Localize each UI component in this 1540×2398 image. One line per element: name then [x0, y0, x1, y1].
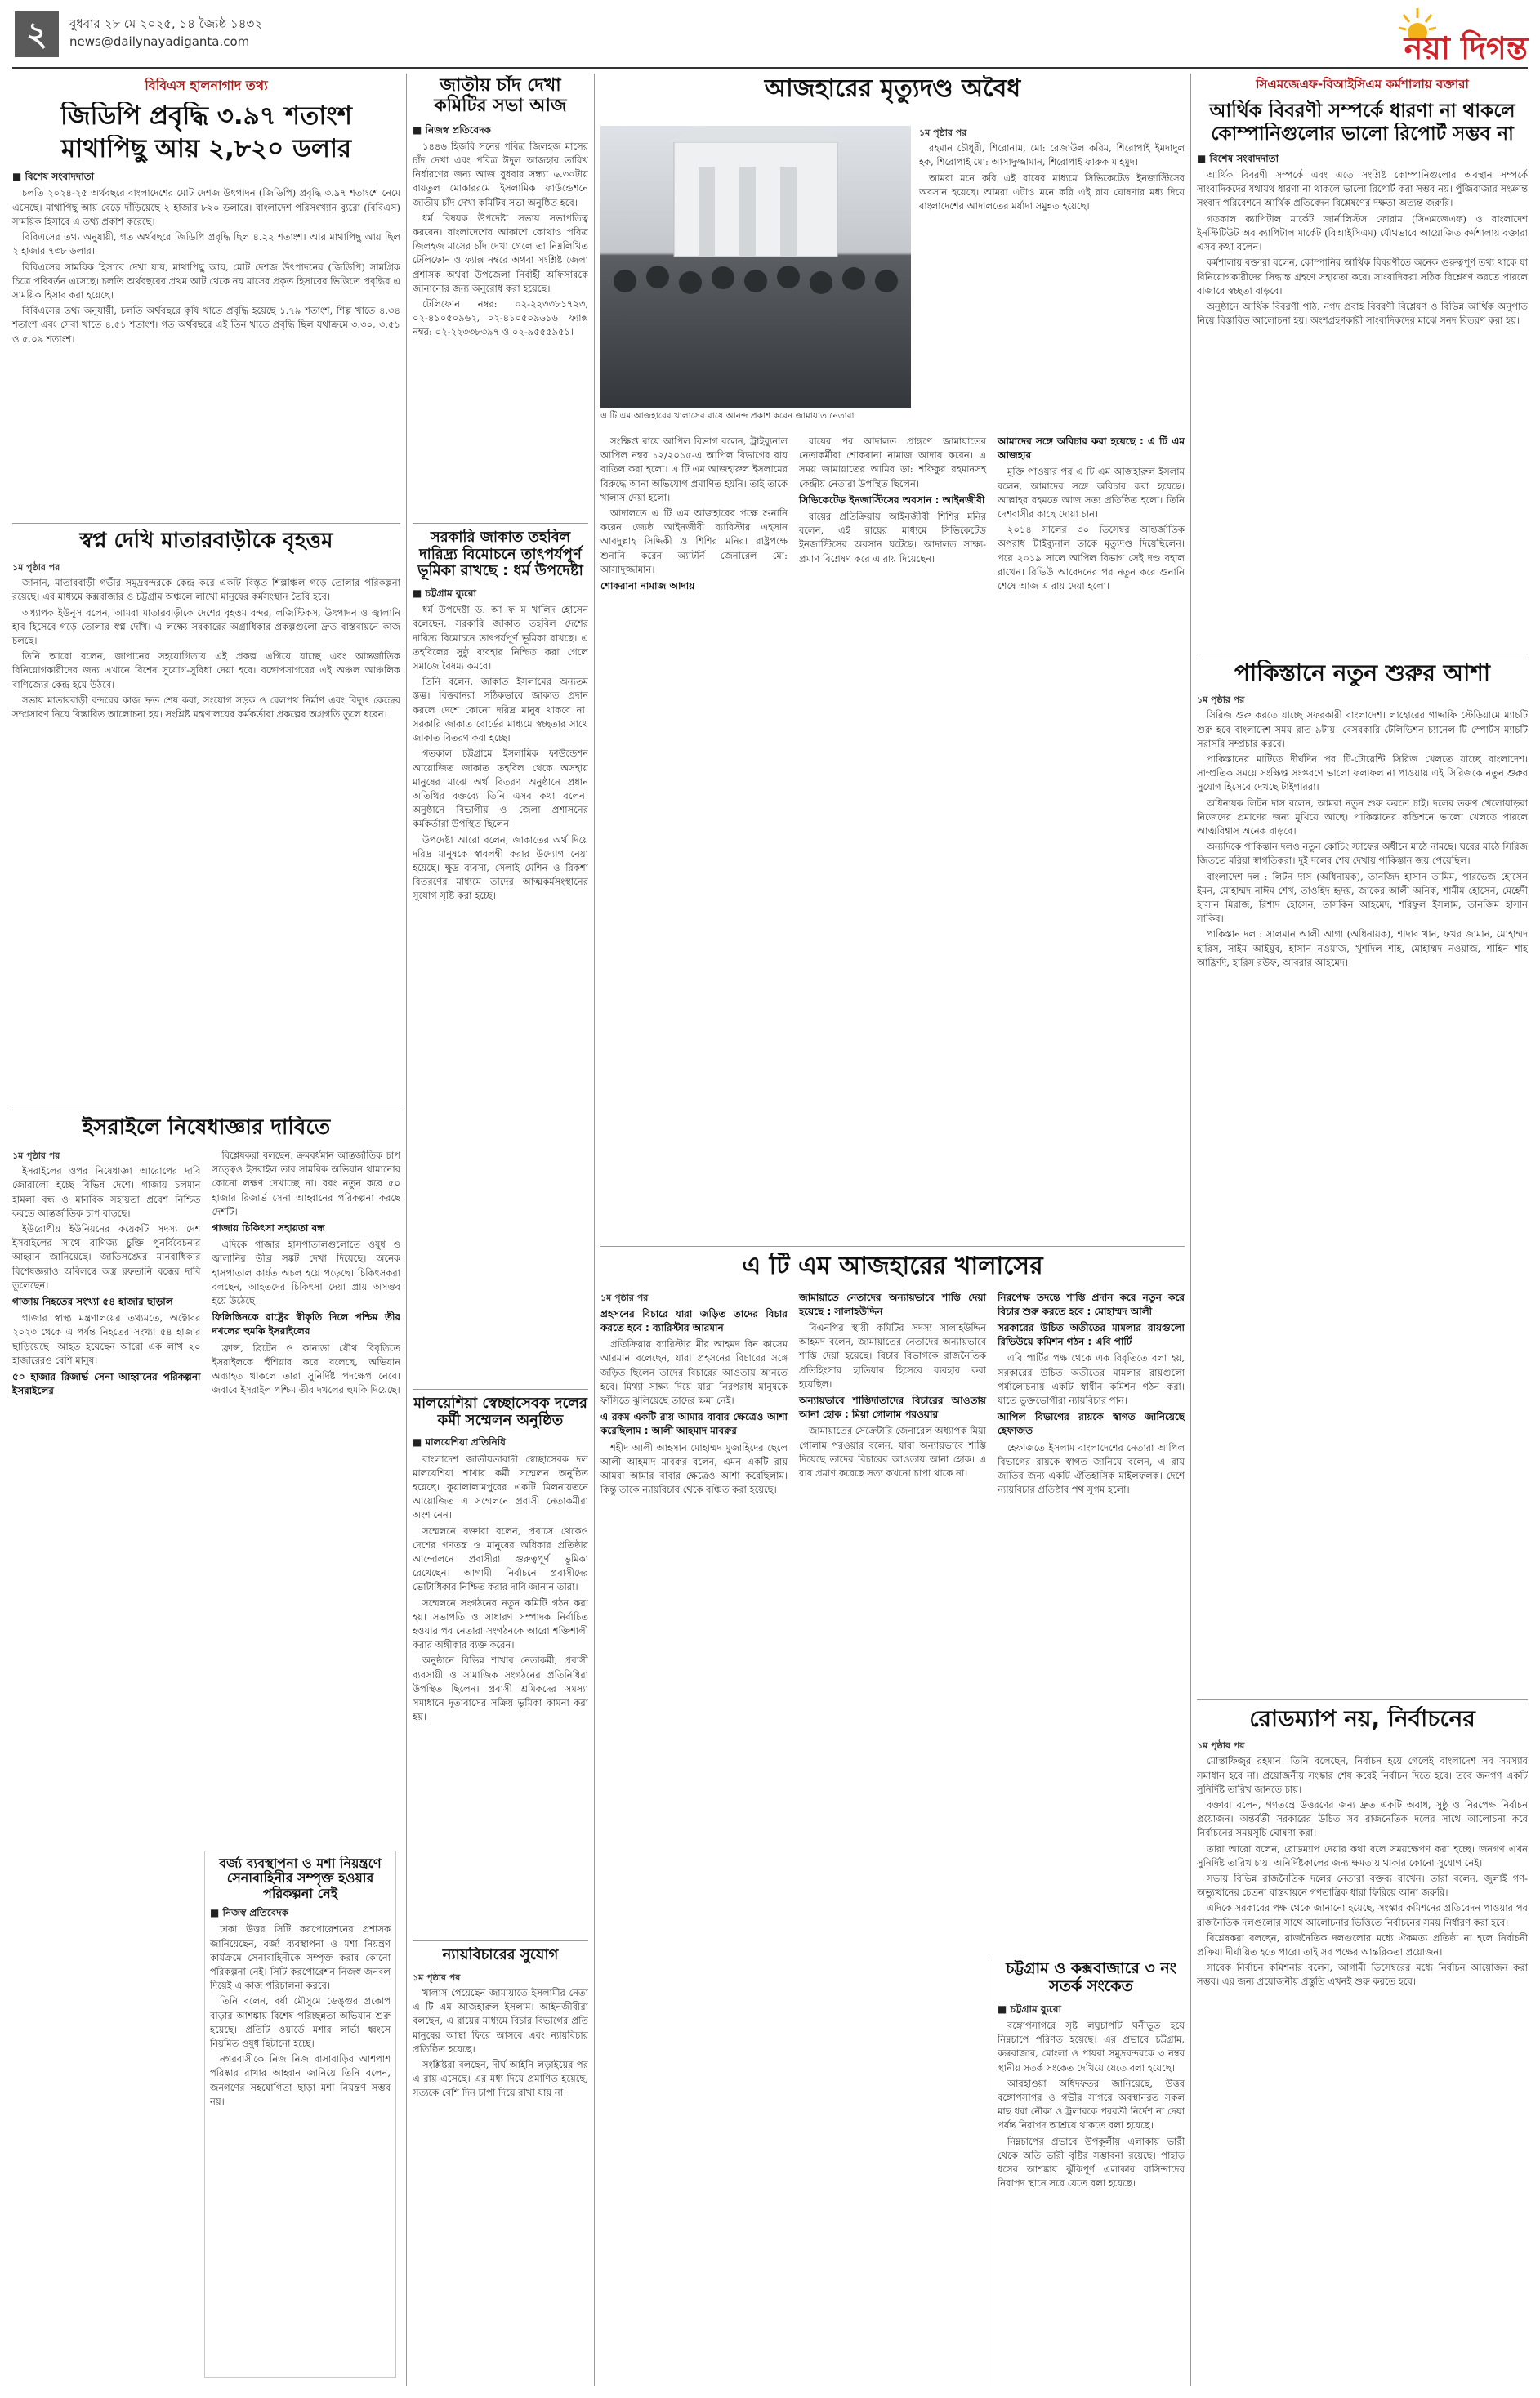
paragraph: সিরিজ শুরু করতে যাচ্ছে সফরকারী বাংলাদেশ। লাহোরের গাদ্দাফি স্টেডিয়ামে ম্যাচটি শুরু হবে বাংলাদেশ সময় রাত ৯টায়। বেসরকারি টেলিভিশন চ্যানেল টি স্পোর্টস ম্যাচটি সরাসরি সম্প্রচার করবে।	[1197, 709, 1528, 749]
dateline: বুধবার ২৮ মে ২০২৫, ১৪ জ্যৈষ্ঠ ১৪৩২	[69, 16, 263, 31]
paragraph: নিম্নচাপের প্রভাবে উপকূলীয় এলাকায় ভারী থেকে অতি ভারী বৃষ্টির সম্ভাবনা রয়েছে। পাহাড় ধসের আশঙ্কায় ঝুঁকিপূর্ণ এলাকার বাসিন্দাদের নিরাপদ স্থানে সরে যেতে বলা হয়েছে।	[998, 2135, 1185, 2190]
paragraph: সাবেক নির্বাচন কমিশনার বলেন, আগামী ডিসেম্বরের মধ্যে নির্বাচন আয়োজন করা সম্ভব। এর জন্য প্রয়োজনীয় প্রস্তুতি এখনই শুরু করতে হবে।	[1197, 1962, 1528, 1988]
continued-label: ১ম পৃষ্ঠার পর	[12, 1150, 60, 1161]
page-number-box	[15, 11, 59, 57]
paragraph: অধ্যাপক ইউনূস বলেন, আমরা মাতারবাড়ীকে দেশের বৃহত্তম বন্দর, লজিস্টিকস, উৎপাদন ও জ্বালানি হাব হিসেবে গড়ে তোলার স্বপ্ন দেখি। এ লক্ষ্যে সরকারের অগ্রাধিকার প্রকল্পগুলো দ্রুত বাস্তবায়নে কাজ চলছে।	[12, 606, 400, 646]
divider	[600, 1246, 1185, 1247]
paragraph: গতকাল চট্টগ্রামে ইসলামিক ফাউন্ডেশন আয়োজিত জাকাত তহবিল থেকে অসহায় মানুষের মাঝে অর্থ বিতরণ অনুষ্ঠানে প্রধান অতিথির বক্তব্যে তিনি এসব কথা বলেন। অনুষ্ঠানে বিভাগীয় ও জেলা প্রশাসনের কর্মকর্তারা উপস্থিত ছিলেন।	[413, 748, 588, 830]
news-photo	[600, 126, 911, 408]
paragraph: হেফাজতে ইসলাম বাংলাদেশের নেতারা আপিল বিভাগের রায়কে স্বাগত জানিয়ে বলেন, এ রায় জাতির জন্য একটি ঐতিহাসিক মাইলফলক। দেশে ন্যায়বিচার প্রতিষ্ঠার পথ সুগম হলো।	[998, 1441, 1185, 1496]
paragraph: আমরা মনে করি এই রায়ের মাধ্যমে সিভিকেটেড ইনজাস্টিসের অবসান হয়েছে। আমরা এটাও মনে করি এই রায় ঘোষণার মধ্য দিয়ে বাংলাদেশের আদালতের মর্যাদা সমুন্নত হয়েছে।	[919, 172, 1185, 212]
column-divider	[594, 74, 595, 2386]
paragraph: ঢাকা উত্তর সিটি করপোরেশনের প্রশাসক জানিয়েছেন, বর্জ্য ব্যবস্থাপনা ও মশা নিয়ন্ত্রণ কার্যক্রমে সেনাবাহিনীকে সম্পৃক্ত করার কোনো পরিকল্পনা নেই। সিটি করপোরেশন নিজস্ব জনবল দিয়েই এ কাজ পরিচালনা করবে।	[210, 1923, 391, 1992]
paragraph: অনুষ্ঠানে আর্থিক বিবরণী পাঠ, নগদ প্রবাহ বিবরণী বিশ্লেষণ ও বিভিন্ন আর্থিক অনুপাত নিয়ে বিস্তারিত আলোচনা হয়। অংশগ্রহণকারী সাংবাদিকদের মাঝে সনদ বিতরণ করা হয়।	[1197, 300, 1528, 327]
paragraph: আর্থিক বিবরণী সম্পর্কে এবং এতে সংশ্লিষ্ট কোম্পানিগুলোর অবস্থান সম্পর্কে সাংবাদিকদের যথাযথ ধারণা না থাকলে ভালো রিপোর্ট করা সম্ভব নয়। পুঁজিবাজার সংক্রান্ত সংবাদ পরিবেশনে আর্থিক প্রতিবেদন বিশ্লেষণের দক্ষতা অত্যন্ত জরুরি।	[1197, 169, 1528, 209]
subheading: ফিলিস্তিনকে রাষ্ট্রের স্বীকৃতি দিলে পশ্চিম তীর দখলের হুমকি ইসরাইলের	[212, 1311, 400, 1337]
article-body	[413, 123, 588, 491]
article-body	[1197, 152, 1528, 634]
paragraph: ধর্ম বিষয়ক উপদেষ্টা সভায় সভাপতিত্ব করবেন। বাংলাদেশের আকাশে কোথাও পবিত্র জিলহজ মাসের চাঁদ দেখা গেলে তা নিম্নলিখিত টেলিফোন ও ফ্যাক্স নম্বরে অথবা সংশ্লিষ্ট জেলা প্রশাসক অথবা উপজেলা নির্বাহী অফিসারকে জানানোর জন্য অনুরোধ করা হয়েছে।	[413, 212, 588, 294]
subheading: ৫০ হাজার রিজার্ভ সেনা আহ্বানের পরিকল্পনা ইসরাইলের	[12, 1370, 201, 1397]
continued-label: ১ম পৃষ্ঠার পর	[1197, 1740, 1245, 1752]
paragraph: তিনি আরো বলেন, জাপানের সহযোগিতায় এই প্রকল্প এগিয়ে যাচ্ছে এবং আন্তর্জাতিক বিনিয়োগকারীদের জন্য এখানে বিশেষ সুযোগ-সুবিধা দেয়া হবে। বঙ্গোপসাগরের এই অঞ্চল আঞ্চলিক বাণিজ্যের কেন্দ্র হয়ে উঠবে।	[12, 650, 400, 690]
byline: ■ বিশেষ সংবাদদাতা	[12, 171, 95, 183]
article-justice	[413, 1947, 588, 2384]
paragraph: আবহাওয়া অধিদফতর জানিয়েছে, উত্তর বঙ্গোপসাগর ও গভীর সাগরে অবস্থানরত সকল মাছ ধরা নৌকা ও ট্রলারকে পরবর্তী নির্দেশ না দেয়া পর্যন্ত নিরাপদ আশ্রয়ে থাকতে বলা হয়েছে।	[998, 2077, 1185, 2132]
subheading: আপিল বিভাগের রায়কে স্বাগত জানিয়েছে হেফাজত	[998, 1411, 1185, 1437]
paragraph: আদালতে এ টি এম আজহারের পক্ষে শুনানি করেন জ্যেষ্ঠ আইনজীবী ব্যারিস্টার এহসান আবদুল্লাহ সিদ্দিকী ও শিশির মনির। রাষ্ট্রপক্ষে শুনানি করেন অ্যাটর্নি জেনারেল মো: আসাদুজ্জামান।	[600, 507, 788, 575]
paragraph: বাংলাদেশ দল : লিটন দাস (অধিনায়ক), তানজিদ হাসান তামিম, পারভেজ হোসেন ইমন, মোহাম্মদ নাঈম শেখ, তাওহিদ হৃদয়, জাকের আলী অনিক, শামীম হোসেন, মেহেদী হাসান মিরাজ, রিশাদ হোসেন, তাসকিন আহমেদ, শরিফুল ইসলাম, তানজিম হাসান সাকিব।	[1197, 870, 1528, 925]
subheading: আমাদের সঙ্গে অবিচার করা হয়েছে : এ টি এম আজহার	[998, 435, 1185, 462]
article-headline-line2: কোম্পানিগুলোর ভালো রিপোর্ট সম্ভব না	[1211, 123, 1514, 145]
article-zakat	[413, 529, 588, 1346]
paragraph: ধর্ম উপদেষ্টা ড. আ ফ ম খালিদ হোসেন বলেছেন, সরকারি জাকাত তহবিল দেশের দারিদ্র্য বিমোচনে তাৎপর্যপূর্ণ ভূমিকা রাখছে। এ তহবিলের সুষ্ঠু ব্যবহার নিশ্চিত করা গেলে সমাজে বৈষম্য কমবে।	[413, 604, 588, 672]
email: news@dailynayadiganta.com	[69, 34, 250, 49]
paragraph: তিনি বলেন, বর্ষা মৌসুমে ডেঙ্গুর প্রকোপ বাড়ার আশঙ্কায় বিশেষ পরিচ্ছন্নতা অভিযান শুরু হয়েছে। প্রতিটি ওয়ার্ডে মশার লার্ভা ধ্বংসে নিয়মিত ওষুধ ছিটানো হচ্ছে।	[210, 1995, 391, 2049]
paragraph: শহীদ আলী আহসান মোহাম্মদ মুজাহিদের ছেলে আলী আহমাদ মাবরুর বলেন, এমন একটি রায় আমরা আমার বাবার ক্ষেত্রেও আশা করেছিলাম। কিন্তু তাকে ন্যায়বিচার থেকে বঞ্চিত করা হয়েছে।	[600, 1441, 788, 1496]
paragraph: খালাস পেয়েছেন জামায়াতে ইসলামীর নেতা এ টি এম আজহারুল ইসলাম। আইনজীবীরা বলছেন, এ রায়ের মাধ্যমে বিচার বিভাগের প্রতি মানুষের আস্থা ফিরে আসবে এবং ন্যায়বিচার প্রতিষ্ঠিত হয়েছে।	[413, 1986, 588, 2055]
crowd-photo-icon	[600, 126, 911, 408]
article-body	[12, 170, 400, 497]
paragraph: বঙ্গোপসাগরে সৃষ্ট লঘুচাপটি ঘনীভূত হয়ে নিম্নচাপে পরিণত হয়েছে। এর প্রভাবে চট্টগ্রাম, কক্সবাজার, মোংলা ও পায়রা সমুদ্রবন্দরকে ৩ নম্বর স্থানীয় সতর্ক সংকেত দেখিয়ে যেতে বলা হয়েছে।	[998, 2019, 1185, 2074]
subheading: শোকরানা নামাজ আদায়	[600, 580, 695, 592]
paragraph: বক্তারা বলেন, গণতন্ত্রে উত্তরণের জন্য দ্রুত একটি অবাধ, সুষ্ঠু ও নিরপেক্ষ নির্বাচন প্রয়োজন। অন্তর্বর্তী সরকারের উচিত সব রাজনৈতিক দলের সাথে আলোচনা করে নির্বাচনের সময়সূচি ঘোষণা করা।	[1197, 1799, 1528, 1839]
paragraph: ফ্রান্স, ব্রিটেন ও কানাডা যৌথ বিবৃতিতে ইসরাইলকে হুঁশিয়ার করে বলেছে, অভিযান অব্যাহত থাকলে তারা সুনির্দিষ্ট পদক্ষেপ নেবে। জবাবে ইসরাইল পশ্চিম তীর দখলের হুমকি দিয়েছে।	[212, 1342, 400, 1396]
paragraph: ইসরাইলের ওপর নিষেধাজ্ঞা আরোপের দাবি জোরালো হচ্ছে বিভিন্ন দেশে। গাজায় চলমান হামলা বন্ধ ও মানবিক সহায়তা প্রবেশ নিশ্চিত করতে আন্তর্জাতিক চাপ বাড়ছে।	[12, 1165, 201, 1219]
article-body	[1197, 1739, 1528, 2368]
page-number: ২	[25, 16, 47, 53]
paragraph: মুক্তি পাওয়ার পর এ টি এম আজহারুল ইসলাম বলেন, আমাদের সঙ্গে অবিচার করা হয়েছে। আল্লাহর রহমতে আজ সত্য প্রতিষ্ঠিত হলো। তিনি দেশবাসীর কাছে দোয়া চান।	[998, 466, 1185, 520]
article-headline: ইসরাইলে নিষেধাজ্ঞার দাবিতে	[82, 1116, 331, 1140]
column-divider	[1190, 74, 1191, 2386]
article-intro	[919, 126, 1185, 408]
paragraph: টেলিফোন নম্বর: ০২-২২৩৩৮১৭২৩, ০২-৪১০৫০৯৬২, ০২-৪১০৫০৯৬১৬। ফ্যাক্স নম্বর: ০২-২২৩৩৮৩৯৭ ও ০২-৯৫৫৫৯৫১।	[413, 298, 588, 338]
paragraph: ১৪৪৬ হিজরি সনের পবিত্র জিলহজ মাসের চাঁদ দেখা এবং পবিত্র ঈদুল আজহার তারিখ নির্ধারণের জন্য আজ বুধবার সন্ধ্যা ৬.৩০টায় বায়তুল মোকাররমে ইসলামিক ফাউন্ডেশনে জাতীয় চাঁদ দেখা কমিটির সভা অনুষ্ঠিত হবে।	[413, 140, 588, 208]
article-ctg-signal	[989, 1957, 1185, 2386]
logo-text: নয়া দিগন্ত	[1404, 30, 1528, 66]
paragraph: এদিকে গাজার হাসপাতালগুলোতে ওষুধ ও জ্বালানির তীব্র সঙ্কট দেখা দিয়েছে। অনেক হাসপাতাল কার্যত অচল হয়ে পড়েছে। চিকিৎসকরা বলছেন, আহতদের চিকিৎসা দেয়া প্রায় অসম্ভব হয়ে উঠেছে।	[212, 1239, 400, 1306]
article-body	[998, 2003, 1185, 2346]
paragraph: সভায় মাতারবাড়ী বন্দরের কাজ দ্রুত শেষ করা, সংযোগ সড়ক ও রেলপথ নির্মাণ এবং বিদ্যুৎ কেন্দ্রের সম্প্রসারণ নিয়ে বিস্তারিত আলোচনা হয়। সংশ্লিষ্ট মন্ত্রণালয়ের কর্মকর্তারা প্রকল্পের অগ্রগতি তুলে ধরেন।	[12, 694, 400, 720]
newspaper-logo	[1315, 7, 1528, 64]
article-body	[413, 1971, 588, 2363]
subheading: গাজায় নিহতের সংখ্যা ৫৪ হাজার ছাড়াল	[12, 1295, 173, 1307]
continued-label: ১ম পৃষ্ঠার পর	[919, 127, 967, 138]
article-body	[12, 560, 400, 1083]
paragraph: বিশ্লেষকরা বলছেন, ক্রমবর্ধমান আন্তর্জাতিক চাপ সত্ত্বেও ইসরাইল তার সামরিক অভিযান থামানোর কোনো লক্ষণ দেখাচ্ছে না। বরং নতুন করে ৫০ হাজার রিজার্ভ সেনা আহ্বানের পরিকল্পনা করছে দেশটি।	[212, 1149, 400, 1217]
paragraph: অধিনায়ক লিটন দাস বলেন, আমরা নতুন শুরু করতে চাই। দলের তরুণ খেলোয়াড়রা নিজেদের প্রমাণের জন্য মুখিয়ে আছে। পাকিস্তানের কন্ডিশনে ভালো খেলতে পারলে আত্মবিশ্বাস অনেক বাড়বে।	[1197, 797, 1528, 837]
article-pakistan	[1197, 660, 1528, 1694]
article-headline: ন্যায়বিচারের সুযোগ	[442, 1947, 559, 1963]
article-gdp	[12, 75, 400, 515]
article-headline: পাকিস্তানে নতুন শুরুর আশা	[1234, 660, 1490, 686]
header-divider	[12, 67, 1528, 69]
article-headline: জাতীয় চাঁদ দেখা কমিটির সভা আজ	[434, 75, 567, 117]
subheading: জামায়াতে নেতাদের অন্যায়ভাবে শাস্তি দেয়া হয়েছে : সালাহউদ্দিন	[799, 1291, 986, 1317]
article-headline: এ টি এম আজহারের খালাসের	[742, 1253, 1043, 1280]
paragraph: পাকিস্তানের মাটিতে দীর্ঘদিন পর টি-টোয়েন্টি সিরিজ খেলতে যাচ্ছে বাংলাদেশ। সাম্প্রতিক সময়ে সংক্ষিপ্ত সংস্করণে ভালো ফলাফল না পাওয়ায় এই সিরিজকে নতুন শুরুর সুযোগ হিসেবে দেখছে টাইগাররা।	[1197, 753, 1528, 793]
article-body	[1197, 693, 1528, 1673]
paragraph: প্রতিক্রিয়ায় ব্যারিস্টার মীর আহমদ বিন কাসেম আরমান বলেছেন, যারা প্রহসনের বিচারের সঙ্গে জড়িত ছিলেন তাদের বিচারের আওতায় আনতে হবে। মিথ্যা সাক্ষ্য দিয়ে যারা নিরপরাধ মানুষকে ফাঁসিতে ঝুলিয়েছে তাদের ক্ষমা নেই।	[600, 1338, 788, 1406]
paragraph: সম্মেলনে বক্তারা বলেন, প্রবাসে থেকেও দেশের গণতন্ত্র ও মানুষের অধিকার প্রতিষ্ঠার আন্দোলনে প্রবাসীরা গুরুত্বপূর্ণ ভূমিকা রেখেছেন। আগামী নির্বাচনে প্রবাসীদের ভোটাধিকার নিশ্চিত করার দাবি জানান তারা।	[413, 1525, 588, 1593]
paragraph: বিবিএসের তথ্য অনুযায়ী, চলতি অর্থবছরে কৃষি খাতে প্রবৃদ্ধি হয়েছে ১.৭৯ শতাংশ, শিল্প খাতে ৪.৩৪ শতাংশ এবং সেবা খাতে ৪.৫১ শতাংশ। গত অর্থবছরে এই তিন খাতে প্রবৃদ্ধি ছিল যথাক্রমে ৩.৩০, ৩.৫১ ও ৫.০৯ শতাংশ।	[12, 305, 400, 345]
subheading: প্রহসনের বিচারে যারা জড়িত তাদের বিচার করতে হবে : ব্যারিস্টার আরমান	[600, 1307, 788, 1333]
article-moon-sighting	[413, 75, 588, 516]
paragraph: এবি পার্টির পক্ষ থেকে এক বিবৃতিতে বলা হয়, সরকারের উচিত অতীতের মামলার রায়গুলো পর্যালোচনায় একটি স্বাধীন কমিশন গঠন করা। যাতে ভুক্তভোগীরা ন্যায়বিচার পান।	[998, 1352, 1185, 1406]
paragraph: সংক্ষিপ্ত রায়ে আপিল বিভাগ বলেন, ট্রাইব্যুনাল আপিল নম্বর ১২/২০১৫-এ আপিল বিভাগের রায় বাতিল করা হলো। এ টি এম আজহারুল ইসলামের বিরুদ্ধে আনা অভিযোগ প্রমাণিত হয়নি। তাই তাকে খালাস দেয়া হলো।	[600, 435, 788, 503]
paragraph: রহমান চৌধুরী, শিরোনাম, মো: রেজাউল করিম, শিরোপাই ইমদাদুল হক, শিরোপাই মো: আসাদুজ্জামান, শিরোপাই ফারুক মাহমুদ।	[919, 142, 1185, 168]
article-headline: জিডিপি প্রবৃদ্ধি ৩.৯৭ শতাংশ	[60, 102, 353, 131]
paragraph: সম্মেলনে সংগঠনের নতুন কমিটি গঠন করা হয়। সভাপতি ও সাধারণ সম্পাদক নির্বাচিত হওয়ার পর নেতারা সংগঠনকে আরো শক্তিশালী করার অঙ্গীকার ব্যক্ত করেন।	[413, 1596, 588, 1651]
article-body	[413, 587, 588, 1306]
paragraph: ২০১৪ সালের ৩০ ডিসেম্বর আন্তর্জাতিক অপরাধ ট্রাইব্যুনাল তাকে মৃত্যুদণ্ড দিয়েছিলেন। পরে ২০১৯ সালে আপিল বিভাগ সেই দণ্ড বহাল রাখেন। রিভিউ আবেদনের পর নতুন করে শুনানি শেষে আজ এ রায় দেয়া হলো।	[998, 524, 1185, 592]
paragraph: ইউরোপীয় ইউনিয়নের কয়েকটি সদস্য দেশ ইসরাইলের সাথে বাণিজ্য চুক্তি পুনর্বিবেচনার আহ্বান জানিয়েছে। জাতিসঙ্ঘের মানবাধিকার বিশেষজ্ঞরাও অবিলম্বে অস্ত্র রফতানি বন্ধের দাবি তুলেছেন।	[12, 1222, 201, 1291]
paragraph: চলতি ২০২৪-২৫ অর্থবছরে বাংলাদেশের মোট দেশজ উৎপাদন (জিডিপি) প্রবৃদ্ধি ৩.৯৭ শতাংশে নেমে এসেছে। মাথাপিছু আয় বেড়ে দাঁড়িয়েছে ২ হাজার ৮২০ ডলারে। বাংলাদেশ পরিসংখ্যান ব্যুরো (বিবিএস) সাময়িক হিসাবে এ তথ্য প্রকাশ করেছে।	[12, 187, 400, 227]
article-body	[210, 1906, 391, 2331]
article-headline: রোডম্যাপ নয়, নির্বাচনের	[1249, 1706, 1475, 1732]
article-headline: স্বপ্ন দেখি মাতারবাড়ীকে বৃহত্তম	[79, 529, 333, 553]
photo-caption: এ টি এম আজহারের খালাসের রায়ে আনন্দ প্রকাশ করেন জামায়াত নেতারা	[600, 411, 855, 421]
article-headline: সরকারি জাকাত তহবিল দারিদ্র্য বিমোচনে তাৎপর্যপূর্ণ ভূমিকা রাখছে : ধর্ম উপদেষ্টা	[417, 529, 583, 580]
article-death-sentence	[600, 75, 1185, 1276]
article-kicker: সিএমজেএফ-বিআইসিএম কর্মশালায় বক্তারা	[1256, 77, 1469, 92]
paragraph: পাকিস্তান দল : সালমান আলী আগা (অধিনায়ক), শাদাব খান, ফখর জামান, মোহাম্মদ হারিস, সাইম আইয়ুব, হাসান নওয়াজ, খুশদিল শাহ, মোহাম্মদ নওয়াজ, শাহিন শাহ আফ্রিদি, হারিস রউফ, আবরার আহমেদ।	[1197, 928, 1528, 968]
paragraph: গতকাল ক্যাপিটাল মার্কেট জার্নালিস্টস ফোরাম (সিএমজেএফ) ও বাংলাদেশ ইনস্টিটিউট অব ক্যাপিটাল মার্কেট (বিআইসিএম) যৌথভাবে আয়োজিত কর্মশালায় বক্তারা এসব কথা বলেন।	[1197, 212, 1528, 253]
article-headline: মালয়েশিয়া স্বেচ্ছাসেবক দলের কর্মী সম্মেলন অনুষ্ঠিত	[413, 1395, 587, 1429]
article-headline: চট্টগ্রাম ও কক্সবাজারে ৩ নং সতর্ক সংকেত	[1006, 1960, 1176, 1995]
article-roadmap	[1197, 1706, 1528, 2386]
paragraph: সভায় বিভিন্ন রাজনৈতিক দলের নেতারা বক্তব্য রাখেন। তারা বলেন, জুলাই গণ-অভ্যুত্থানের চেতনা বাস্তবায়নে গণতান্ত্রিক ধারা ফিরিয়ে আনা জরুরি।	[1197, 1873, 1528, 1899]
paragraph: বাংলাদেশ জাতীয়তাবাদী স্বেচ্ছাসেবক দল মালয়েশিয়া শাখার কর্মী সম্মেলন অনুষ্ঠিত হয়েছে। কুয়ালালামপুরের একটি মিলনায়তনে আয়োজিত এ সম্মেলনে প্রবাসী নেতাকর্মীরা অংশ নেন।	[413, 1453, 588, 1521]
article-headline: বর্জ্য ব্যবস্থাপনা ও মশা নিয়ন্ত্রণে সেনাবাহিনীর সম্পৃক্ত হওয়ার পরিকল্পনা নেই	[219, 1856, 382, 1901]
divider	[413, 523, 588, 524]
article-headline: আজহারের মৃত্যুদণ্ড অবৈধ	[764, 75, 1021, 103]
subheading: সরকারের উচিত অতীতের মামলার রায়গুলো রিভিউয়ে কমিশন গঠন : এবি পার্টি	[998, 1321, 1185, 1348]
paragraph: তিনি বলেন, জাকাত ইসলামের অন্যতম স্তম্ভ। বিত্তবানরা সঠিকভাবে জাকাত প্রদান করলে দেশে কোনো দরিদ্র মানুষ থাকবে না। সরকারি জাকাত বোর্ডের মাধ্যমে স্বচ্ছতার সাথে জাকাত বিতরণ করা হচ্ছে।	[413, 676, 588, 744]
paragraph: তারা আরো বলেন, রোডম্যাপ দেয়ার কথা বলে সময়ক্ষেপণ করা হচ্ছে। জনগণ এখন সুনির্দিষ্ট তারিখ চায়। অনির্দিষ্টকালের জন্য ক্ষমতায় থাকার কোনো সুযোগ নেই।	[1197, 1842, 1528, 1869]
subheading: অন্যায়ভাবে শাস্তিদাতাদের বিচারের আওতায় আনা হোক : মিয়া গোলাম পরওয়ার	[799, 1394, 986, 1421]
paragraph: রায়ের পর আদালত প্রাঙ্গণে জামায়াতের নেতাকর্মীরা শোকরানা নামাজ আদায় করেন। এ সময় জামায়াতের আমির ডা: শফিকুর রহমানসহ কেন্দ্রীয় নেতারা উপস্থিত ছিলেন।	[799, 435, 986, 489]
article-kicker: বিবিএস হালনাগাদ তথ্য	[145, 78, 268, 93]
continued-label: ১ম পৃষ্ঠার পর	[413, 1972, 461, 1983]
article-malaysia	[413, 1395, 588, 1918]
paragraph: বিশ্লেষকরা বলছেন, রাজনৈতিক দলগুলোর মধ্যে ঐকমত্য প্রতিষ্ঠা না হলে নির্বাচনী প্রক্রিয়া দীর্ঘায়িত হতে পারে। তাই সব পক্ষের আন্তরিকতা প্রয়োজন।	[1197, 1931, 1528, 1958]
paragraph: বিএনপির স্থায়ী কমিটির সদস্য সালাহউদ্দিন আহমদ বলেন, জামায়াতের নেতাদের অন্যায়ভাবে শাস্তি দেয়া হয়েছে। বিচার বিভাগকে রাজনৈতিক প্রতিহিংসার হাতিয়ার হিসেবে ব্যবহার করা হয়েছিল।	[799, 1321, 986, 1390]
article-financial-statement	[1197, 75, 1528, 647]
paragraph: কর্মশালায় বক্তারা বলেন, কোম্পানির আর্থিক বিবরণীতে অনেক গুরুত্বপূর্ণ তথ্য থাকে যা বিনিয়োগকারীদের সিদ্ধান্ত গ্রহণে সহায়তা করে। সাংবাদিকরা সঠিক বিশ্লেষণ করতে পারলে বাজারে স্বচ্ছতা বাড়বে।	[1197, 257, 1528, 297]
paragraph: গাজার স্বাস্থ্য মন্ত্রণালয়ের তথ্যমতে, অক্টোবর ২০২৩ থেকে এ পর্যন্ত নিহতের সংখ্যা ৫৪ হাজার ছাড়িয়েছে। আহত হয়েছেন আরো এক লাখ ২০ হাজারেরও বেশি মানুষ।	[12, 1312, 201, 1366]
page-header	[0, 0, 1540, 65]
paragraph: সংশ্লিষ্টরা বলছেন, দীর্ঘ আইনি লড়াইয়ের পর এ রায় এসেছে। এর মধ্য দিয়ে প্রমাণিত হয়েছে, সত্যকে বেশি দিন চাপা দিয়ে রাখা যায় না।	[413, 2058, 588, 2099]
paragraph: জামায়াতের সেক্রেটারি জেনারেল অধ্যাপক মিয়া গোলাম পরওয়ার বলেন, যারা অন্যায়ভাবে শাস্তি দিয়েছে তাদের বিচারের আওতায় আনা হোক। এ রায় প্রমাণ করেছে সত্য কখনো চাপা থাকে না।	[799, 1425, 986, 1479]
article-headline: আর্থিক বিবরণী সম্পর্কে ধারণা না থাকলে	[1209, 100, 1515, 122]
divider	[1197, 1699, 1528, 1700]
divider	[413, 1389, 588, 1390]
article-body	[413, 1436, 588, 1877]
paragraph: মোস্তাফিজুর রহমান। তিনি বলেছেন, নির্বাচন হয়ে গেলেই বাংলাদেশ সব সমস্যার সমাধান হবে না। প্রয়োজনীয় সংস্কার শেষ করেই নির্বাচন দিতে হবে। তবে জনগণ একটি সুনির্দিষ্ট তারিখ জানতে চায়।	[1197, 1755, 1528, 1795]
paragraph: বিবিএসের সাময়িক হিসাবে দেখা যায়, মাথাপিছু আয়, মোট দেশজ উৎপাদনের (জিডিপি) সামগ্রিক চিত্রে পরিবর্তন এসেছে। চলতি অর্থবছরের প্রথম আট থেকে নয় মাসের প্রকৃত হিসাবের ভিত্তিতে প্রবৃদ্ধির এ সাময়িক হিসাব করা হয়েছে।	[12, 261, 400, 301]
byline: ■ বিশেষ সংবাদদাতা	[1197, 152, 1279, 164]
paragraph: বিবিএসের তথ্য অনুযায়ী, গত অর্থবছরে জিডিপি প্রবৃদ্ধি ছিল ৪.২২ শতাংশ। আর মাথাপিছু আয় ছিল ২ হাজার ৭৩৮ ডলার।	[12, 231, 400, 257]
paragraph: রায়ের প্রতিক্রিয়ায় আইনজীবী শিশির মনির বলেন, এই রায়ের মাধ্যমে সিভিকেটেড ইনজাস্টিসের অবসান ঘটেছে। আদালত সাক্ষ্য-প্রমাণ বিশ্লেষণ করে এ রায় দিয়েছেন।	[799, 511, 986, 565]
paragraph: এদিকে সরকারের পক্ষ থেকে জানানো হয়েছে, সংস্কার কমিশনের প্রতিবেদন পাওয়ার পর রাজনৈতিক দলগুলোর সাথে আলোচনার ভিত্তিতে নির্বাচনের সময় নির্ধারণ করা হবে।	[1197, 1902, 1528, 1928]
byline: ■ নিজস্ব প্রতিবেদক	[413, 123, 491, 136]
paragraph: উপদেষ্টা আরো বলেন, জাকাতের অর্থ দিয়ে দরিদ্র মানুষকে স্বাবলম্বী করার উদ্যোগ নেয়া হয়েছে। ক্ষুদ্র ব্যবসা, সেলাই মেশিন ও রিকশা বিতরণের মাধ্যমে তাদের আত্মকর্মসংস্থানের সুযোগ সৃষ্টি করা হচ্ছে।	[413, 833, 588, 902]
column-divider	[406, 74, 407, 2386]
subheading: গাজায় চিকিৎসা সহায়তা বন্ধ	[212, 1221, 325, 1234]
article-body	[600, 435, 1185, 1268]
paragraph: জানান, মাতারবাড়ী গভীর সমুদ্রবন্দরকে কেন্দ্র করে একটি বিস্তৃত শিল্পাঞ্চল গড়ে তোলার পরিকল্পনা রয়েছে। এর মাধ্যমে কক্সবাজার ও চট্টগ্রাম অঞ্চলে লাখো মানুষের কর্মসংস্থান তৈরি হবে।	[12, 577, 400, 603]
article-matarbari	[12, 529, 400, 1101]
article-waste-box	[204, 1851, 396, 2378]
byline: ■ চট্টগ্রাম ব্যুরো	[998, 2003, 1061, 2015]
continued-label: ১ম পৃষ্ঠার পর	[1197, 694, 1245, 706]
divider	[12, 523, 400, 524]
subheading: নিরপেক্ষ তদন্তে শাস্তি প্রদান করে নতুন করে বিচার শুরু করতে হবে : মোহাম্মদ আলী	[998, 1291, 1185, 1317]
subheading: এ রকম একটি রায় আমার বাবার ক্ষেত্রেও আশা করেছিলাম : আলী আহমাদ মাবরুর	[600, 1411, 788, 1437]
continued-label: ১ম পৃষ্ঠার পর	[600, 1292, 649, 1303]
paragraph: অনুষ্ঠানে বিভিন্ন শাখার নেতাকর্মী, প্রবাসী ব্যবসায়ী ও সামাজিক সংগঠনের প্রতিনিধিরা উপস্থিত ছিলেন। প্রবাসী শ্রমিকদের সমস্যা সমাধানে দূতাবাসের সক্রিয় ভূমিকা কামনা করা হয়।	[413, 1654, 588, 1723]
byline: ■ নিজস্ব প্রতিবেদক	[210, 1907, 288, 1919]
byline: ■ মালয়েশিয়া প্রতিনিধি	[413, 1436, 506, 1449]
paragraph: অন্যদিকে পাকিস্তান দলও নতুন কোচিং স্টাফের অধীনে মাঠে নামছে। ঘরের মাঠে সিরিজ জিততে মরিয়া স্বাগতিকরা। দুই দলের শেষ দেখায় পাকিস্তান জয় পেয়েছিল।	[1197, 841, 1528, 867]
continued-label: ১ম পৃষ্ঠার পর	[12, 561, 60, 573]
subheading: সিভিকেটেড ইনজাস্টিসের অবসান : আইনজীবী	[799, 493, 985, 506]
paragraph: নগরবাসীকে নিজ নিজ বাসাবাড়ির আশপাশ পরিষ্কার রাখার আহ্বান জানিয়ে তিনি বলেন, জনগণের সহযোগিতা ছাড়া মশা নিয়ন্ত্রণ সম্ভব নয়।	[210, 2053, 391, 2107]
byline: ■ চট্টগ্রাম ব্যুরো	[413, 587, 476, 600]
article-headline-line2: মাথাপিছু আয় ২,৮২০ ডলার	[60, 134, 352, 163]
divider	[413, 1940, 588, 1941]
